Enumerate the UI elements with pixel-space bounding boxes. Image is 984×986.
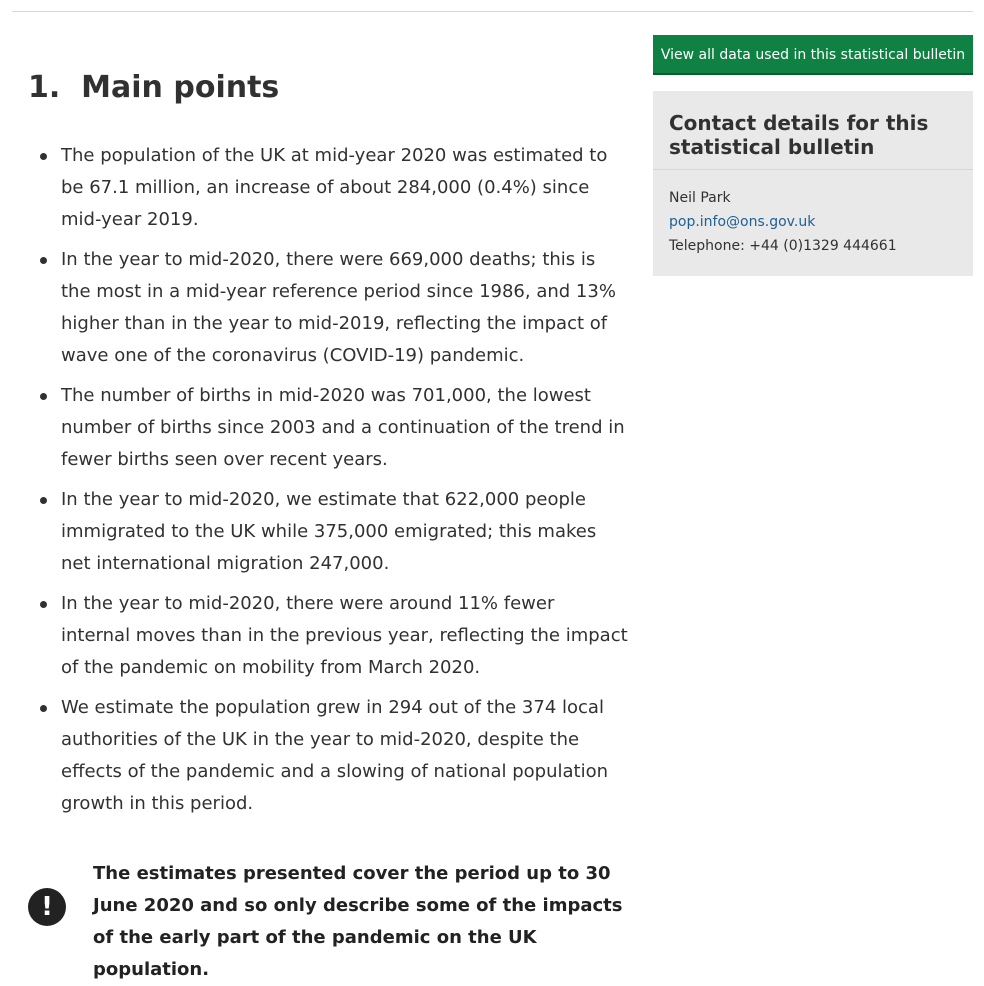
list-item — [28, 692, 628, 820]
bullet-icon — [40, 153, 47, 160]
main-points-list — [28, 140, 628, 828]
point-text: In the year to mid-2020, there were around 11% fewer internal moves than in the previous year, reflecting the impact of the pandemic on mobility from March 2020. — [61, 593, 628, 678]
bullet-icon — [40, 705, 47, 712]
point-text: In the year to mid-2020, there were 669,000 deaths; this is the most in a mid-year reference period since 1986, and 13% higher than in the year to mid-2019, reflecting the impact of wave one of the coronavirus (COVID-19) pandemic. — [61, 249, 616, 366]
list-item — [28, 588, 628, 684]
contact-panel — [653, 91, 973, 276]
contact-name: Neil Park — [669, 190, 731, 206]
contact-email-link[interactable]: pop.info@ons.gov.uk — [669, 214, 816, 230]
bullet-icon — [40, 393, 47, 400]
bullet-icon — [40, 257, 47, 264]
heading-number: 1. — [28, 70, 61, 105]
list-item — [28, 244, 628, 372]
bullet-icon — [40, 497, 47, 504]
heading-text: Main points — [81, 70, 280, 105]
point-text: In the year to mid-2020, we estimate that 622,000 people immigrated to the UK while 375,000 emigrated; this makes net international migration 247,000. — [61, 489, 597, 574]
top-divider — [12, 11, 973, 12]
list-item — [28, 140, 628, 236]
point-text: We estimate the population grew in 294 out of the 374 local authorities of the UK in the year to mid-2020, despite the effects of the pandemic and a slowing of national population growth in this period. — [61, 697, 608, 814]
contact-phone: Telephone: +44 (0)1329 444661 — [669, 238, 897, 254]
point-text: The population of the UK at mid-year 2020 was estimated to be 67.1 million, an increase of about 284,000 (0.4%) since mid-year 2019. — [61, 145, 608, 230]
point-text: The number of births in mid-2020 was 701,000, the lowest number of births since 2003 and a continuation of the trend in fewer births seen over recent years. — [61, 385, 625, 470]
contact-title: Contact details for this statistical bulletin — [653, 91, 973, 170]
sidebar — [653, 35, 973, 276]
list-item — [28, 484, 628, 580]
bullet-icon — [40, 601, 47, 608]
notice-text: The estimates presented cover the period up to 30 June 2020 and so only describe some of the impacts of the early part of the pandemic on the UK population. — [93, 863, 623, 980]
contact-details — [653, 170, 973, 276]
list-item — [28, 380, 628, 476]
view-all-data-button[interactable]: View all data used in this statistical bulletin — [653, 35, 973, 75]
exclamation-icon: ! — [28, 888, 66, 926]
section-heading — [28, 68, 279, 108]
